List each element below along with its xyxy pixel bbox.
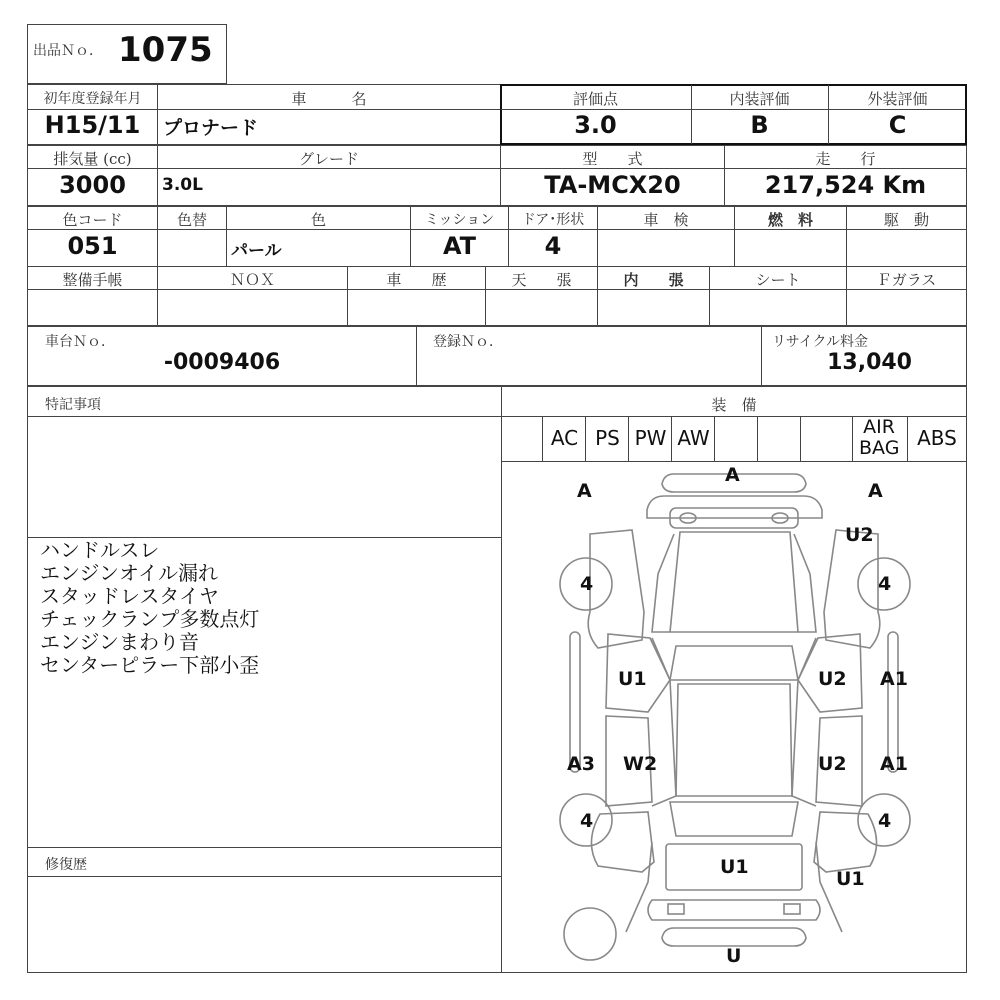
fuel-value-cell — [734, 229, 847, 267]
car-diagram — [502, 462, 966, 972]
front-fender-left — [588, 530, 644, 648]
equip-cell-ps — [586, 417, 629, 461]
maint-label: 整備手帳 — [62, 271, 123, 289]
mileage-value: 217,524 Km — [764, 171, 927, 199]
equip-label: AW — [677, 426, 710, 450]
mission-value: AT — [442, 232, 477, 260]
notes-list — [40, 539, 259, 677]
name-label: 車 名 — [291, 90, 367, 108]
mark-tire-rr: 4 — [878, 810, 892, 832]
cc-label: 排気量 (cc) — [53, 150, 132, 168]
mark-rear-right-quarter: U1 — [836, 868, 865, 890]
cabin-outline — [570, 632, 898, 836]
grade-value: 3.0L — [162, 175, 203, 195]
note-line: ハンドルスレ — [40, 538, 160, 562]
mark-left-rear-door: W2 — [623, 753, 658, 775]
note-line: スタッドレスタイヤ — [40, 584, 219, 608]
equip-label: AC — [550, 426, 579, 450]
mark-right-front-sill: A1 — [880, 668, 908, 690]
drive-label: 駆 動 — [883, 211, 929, 229]
score-divider-h — [501, 109, 966, 110]
interior-value: B — [750, 111, 769, 139]
repair-line-top — [28, 847, 501, 848]
mileage-label: 走 行 — [815, 150, 876, 168]
cc-value: 3000 — [59, 171, 126, 199]
door-value: 4 — [544, 232, 562, 260]
inspection-label: 車 検 — [643, 211, 689, 229]
colorcode-label: 色コード — [62, 211, 123, 229]
seat-label: シート — [755, 271, 801, 289]
exterior-value: C — [888, 111, 907, 139]
recycle-value: 13,040 — [827, 350, 912, 375]
note-line: センターピラー下部小歪 — [40, 653, 260, 677]
mark-tire-rl: 4 — [580, 810, 594, 832]
color-value: パール — [231, 241, 282, 261]
equip-cell-aw — [672, 417, 715, 461]
mark-front-right: A — [868, 480, 883, 502]
repair-line-bottom — [28, 876, 501, 877]
exterior-label: 外装評価 — [867, 90, 928, 108]
score-label: 評価点 — [572, 90, 618, 108]
roof-value-cell — [485, 289, 598, 326]
equip-cell-pw — [629, 417, 672, 461]
reg-label: 初年度登録年月 — [43, 91, 142, 107]
name-value: プロナード — [163, 117, 259, 139]
fuel-label: 燃 料 — [767, 211, 813, 229]
mark-right-rear-door: U2 — [818, 753, 847, 775]
history-label: 車 歴 — [386, 271, 447, 289]
mark-tire-fl: 4 — [580, 573, 594, 595]
mark-tire-fr: 4 — [878, 573, 892, 595]
grade-value-cell — [157, 168, 501, 206]
equip-cell-abs — [908, 417, 966, 461]
color-label: 色 — [310, 211, 326, 229]
model-value: TA-MCX20 — [544, 171, 681, 199]
mark-front-right-fender: U2 — [845, 524, 874, 546]
special-header-line — [28, 416, 501, 417]
equipment-row — [502, 417, 966, 461]
lot-label: 出品Ｎｏ． — [33, 43, 103, 59]
door-label: ドア･形状 — [521, 212, 585, 228]
mark-front-left: A — [577, 480, 592, 502]
interior2-value-cell — [597, 289, 710, 326]
model-label: 型 式 — [582, 150, 643, 168]
mark-left-sill: A3 — [567, 753, 595, 775]
interior-label: 内装評価 — [729, 90, 790, 108]
note-line: エンジンオイル漏れ — [40, 561, 218, 585]
fglass-value-cell — [846, 289, 967, 326]
rear-bumper-outline — [648, 900, 820, 946]
recolor-value-cell — [157, 229, 227, 267]
regno-label: 登録Ｎｏ． — [433, 334, 503, 350]
score-value: 3.0 — [574, 111, 617, 139]
recolor-label: 色替 — [176, 211, 207, 229]
equip-label: AIR BAG — [859, 416, 900, 459]
special-panel — [27, 386, 502, 973]
history-value-cell — [347, 289, 486, 326]
special-label: 特記事項 — [45, 397, 101, 413]
mark-front-center: A — [725, 464, 740, 486]
seat-value-cell — [709, 289, 847, 326]
equip-cell-ac — [543, 417, 586, 461]
fglass-label: Ｆガラス — [876, 271, 937, 289]
colorcode-value: 051 — [67, 232, 118, 260]
maint-value-cell — [27, 289, 158, 326]
nox-label: ＮＯＸ — [229, 271, 275, 289]
mark-rear-center: U — [726, 945, 742, 967]
mark-left-front-door: U1 — [618, 668, 647, 690]
equip-label: PS — [595, 426, 620, 450]
hood-outline — [652, 532, 816, 632]
nox-value-cell — [157, 289, 348, 326]
mark-right-rear-sill: A1 — [880, 753, 908, 775]
repair-label: 修復歴 — [45, 857, 87, 873]
equip-cell — [801, 417, 853, 461]
interior2-label: 内 張 — [623, 271, 684, 289]
note-line: エンジンまわり音 — [40, 630, 199, 654]
equipment-label: 装 備 — [711, 396, 757, 414]
equip-cell — [715, 417, 758, 461]
inspection-value-cell — [597, 229, 735, 267]
equip-cell — [758, 417, 801, 461]
reg-value: H15/11 — [44, 111, 141, 139]
chassis-value: -0009406 — [163, 350, 281, 375]
recycle-label: リサイクル料金 — [772, 334, 869, 350]
note-line: チェックランプ多数点灯 — [40, 607, 260, 631]
roof-label: 天 張 — [511, 271, 572, 289]
lot-number: 1075 — [118, 30, 213, 70]
mark-trunk: U1 — [720, 856, 749, 878]
mission-label: ミッション — [424, 212, 495, 228]
drive-value-cell — [846, 229, 967, 267]
equip-cell-airbag — [853, 417, 908, 461]
grade-label: グレード — [298, 150, 359, 168]
front-fender-right — [824, 530, 880, 648]
equip-label: PW — [634, 426, 667, 450]
equip-cell — [502, 417, 543, 461]
chassis-label: 車台Ｎｏ． — [45, 334, 115, 350]
mark-right-front-door: U2 — [818, 668, 847, 690]
equip-label: ABS — [917, 426, 957, 450]
